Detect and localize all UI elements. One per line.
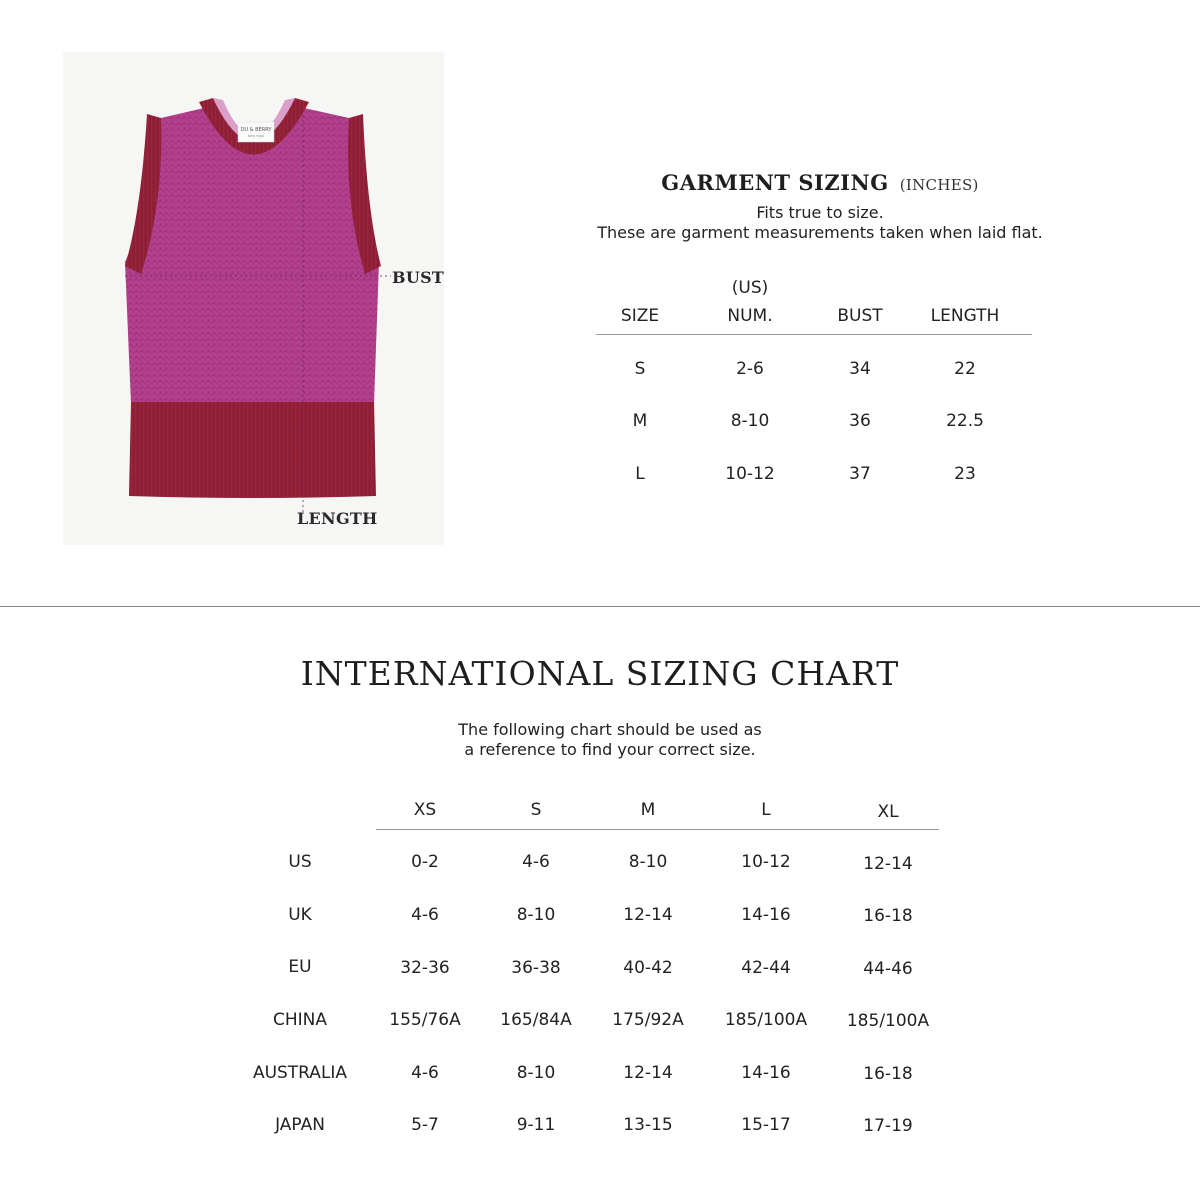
column-header: L [761, 800, 771, 820]
vest-illustration [63, 52, 444, 545]
garment-sizing-title: GARMENT SIZING [661, 170, 889, 195]
row-value: 185/100A [846, 1011, 930, 1031]
row-value: 12-14 [863, 854, 913, 874]
row-length: 22 [954, 359, 976, 379]
row-bust: 37 [849, 464, 871, 484]
row-value: 32-36 [400, 958, 450, 978]
row-num: 2-6 [736, 359, 764, 379]
row-region: CHINA [272, 1010, 328, 1030]
column-header: S [530, 800, 542, 820]
row-value: 8-10 [628, 852, 668, 872]
row-value: 4-6 [411, 1063, 439, 1083]
row-value: 44-46 [863, 959, 913, 979]
row-value: 15-17 [741, 1115, 791, 1135]
row-value: 14-16 [741, 1063, 791, 1083]
section-divider [0, 606, 1200, 607]
description-line: a reference to find your correct size. [464, 740, 756, 759]
row-value: 185/100A [724, 1010, 808, 1030]
header-length: LENGTH [930, 306, 1000, 326]
row-value: 40-42 [623, 958, 673, 978]
garment-sizing-description [520, 203, 1120, 243]
row-size: L [635, 464, 645, 484]
header-divider [596, 334, 1032, 335]
description-line: The following chart should be used as [458, 720, 762, 739]
header-num: NUM. [727, 306, 773, 326]
row-value: 155/76A [389, 1010, 461, 1030]
row-value: 0-2 [411, 852, 439, 872]
row-value: 4-6 [522, 852, 550, 872]
row-value: 165/84A [500, 1010, 572, 1030]
svg-text:NEW YORK: NEW YORK [247, 134, 265, 138]
header-size: SIZE [620, 306, 660, 326]
row-region: AUSTRALIA [252, 1063, 348, 1083]
international-sizing-description [300, 720, 920, 760]
row-value: 14-16 [741, 905, 791, 925]
length-label: LENGTH [297, 509, 378, 528]
header-bust: BUST [837, 306, 883, 326]
international-sizing-title: INTERNATIONAL SIZING CHART [300, 654, 900, 693]
row-value: 9-11 [516, 1115, 556, 1135]
row-value: 12-14 [623, 1063, 673, 1083]
row-value: 4-6 [411, 905, 439, 925]
row-region: UK [288, 905, 312, 925]
column-header: M [640, 800, 656, 820]
bust-label: BUST [392, 268, 445, 287]
column-header: XS [413, 800, 437, 820]
row-value: 16-18 [863, 906, 913, 926]
row-value: 17-19 [863, 1116, 913, 1136]
row-size: M [632, 411, 648, 431]
row-value: 12-14 [623, 905, 673, 925]
garment-sizing-heading [560, 170, 1080, 195]
row-value: 8-10 [516, 1063, 556, 1083]
product-image-panel [63, 52, 444, 545]
row-region: JAPAN [275, 1115, 325, 1135]
row-num: 10-12 [725, 464, 775, 484]
row-region: EU [288, 957, 312, 977]
row-value: 13-15 [623, 1115, 673, 1135]
row-bust: 36 [849, 411, 871, 431]
header-num-top: (US) [731, 278, 769, 298]
row-value: 10-12 [741, 852, 791, 872]
garment-sizing-unit: (INCHES) [899, 176, 979, 194]
row-value: 42-44 [741, 958, 791, 978]
row-num: 8-10 [730, 411, 770, 431]
row-value: 16-18 [863, 1064, 913, 1084]
row-length: 22.5 [946, 411, 984, 431]
column-header: XL [877, 802, 899, 822]
row-value: 36-38 [511, 958, 561, 978]
row-length: 23 [954, 464, 976, 484]
row-value: 5-7 [411, 1115, 439, 1135]
row-value: 8-10 [516, 905, 556, 925]
row-bust: 34 [849, 359, 871, 379]
row-value: 175/92A [612, 1010, 684, 1030]
row-region: US [288, 852, 312, 872]
row-size: S [634, 359, 646, 379]
brand-tag-text: DU & BERRY [240, 127, 272, 133]
header-divider [376, 829, 939, 830]
description-line: Fits true to size. [756, 203, 884, 222]
description-line: These are garment measurements taken when laid flat. [597, 223, 1043, 242]
